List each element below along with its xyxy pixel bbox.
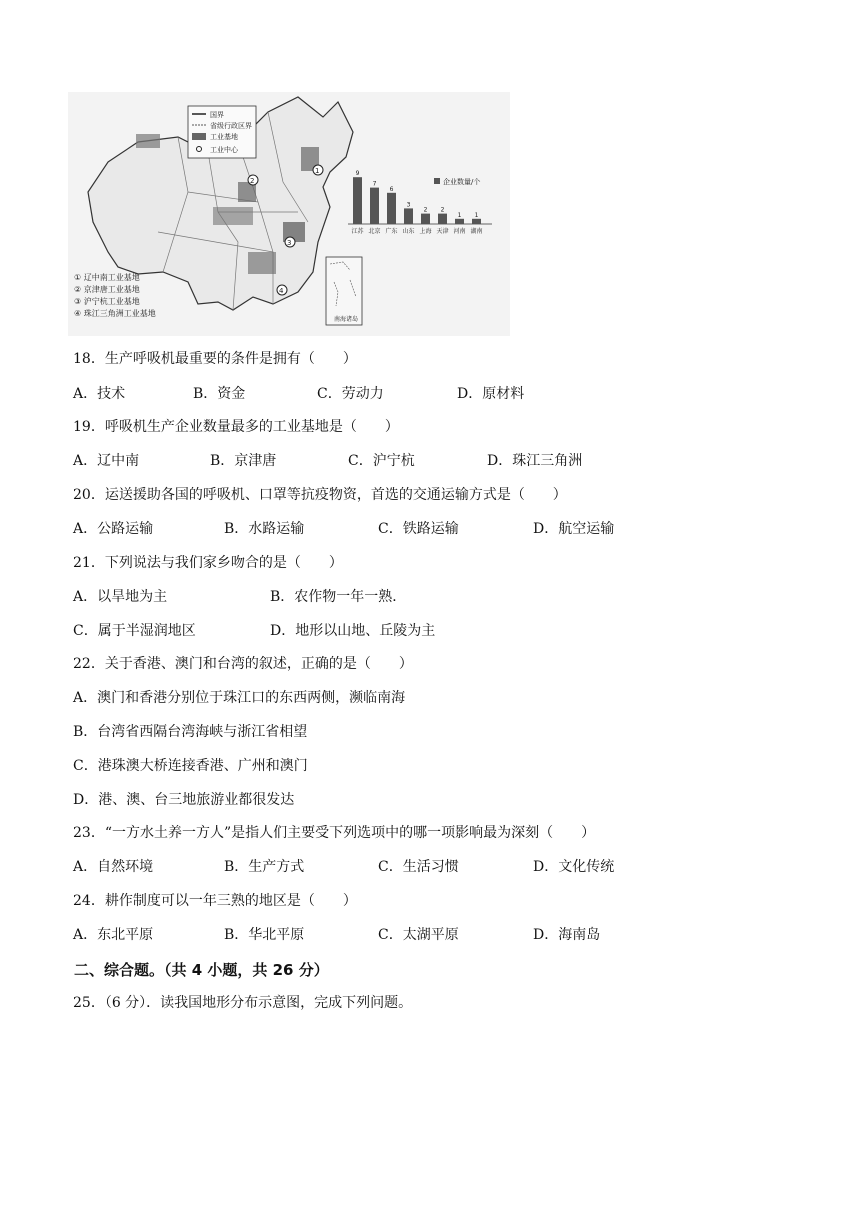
bar-value-label: 1 — [474, 211, 479, 219]
question-23-option-b[interactable]: B．生产方式 — [224, 859, 305, 875]
legend-industrial-center: 工业中心 — [210, 146, 238, 154]
question-18-option-c[interactable]: C．劳动力 — [317, 386, 384, 402]
question-20-option-d[interactable]: D．航空运输 — [533, 521, 615, 537]
question-21-option-b[interactable]: B．农作物一年一熟． — [270, 589, 407, 605]
question-20-option-b[interactable]: B．水路运输 — [224, 521, 305, 537]
inset-label: 南海诸岛 — [334, 316, 359, 323]
question-18-option-d[interactable]: D．原材料 — [457, 386, 525, 402]
base-label-3: ③ 沪宁杭工业基地 — [74, 297, 140, 306]
question-21-option-c[interactable]: C．属于半湿润地区 — [73, 623, 196, 639]
bar-河南 — [455, 219, 464, 224]
svg-text:4: 4 — [279, 287, 284, 295]
bar-湖南 — [472, 219, 481, 224]
bar-category-label: 上海 — [419, 228, 432, 235]
question-23-option-a[interactable]: A．自然环境 — [73, 859, 154, 875]
question-24-option-c[interactable]: C．太湖平原 — [378, 927, 459, 943]
question-20-option-c[interactable]: C．铁路运输 — [378, 521, 459, 537]
question-19-stem: 19．呼吸机生产企业数量最多的工业基地是（ ） — [73, 419, 399, 435]
question-21-stem: 21．下列说法与我们家乡吻合的是（ ） — [73, 555, 343, 571]
question-21-option-d[interactable]: D．地形以山地、丘陵为主 — [270, 623, 436, 639]
bar-category-label: 天津 — [436, 228, 449, 235]
question-22-option-c[interactable]: C．港珠澳大桥连接香港、广州和澳门 — [73, 758, 308, 774]
base-label-4: ④ 珠江三角洲工业基地 — [74, 309, 156, 318]
question-22-option-d[interactable]: D．港、澳、台三地旅游业都很发达 — [73, 792, 295, 808]
bar-山东 — [404, 208, 413, 224]
bar-value-label: 9 — [355, 170, 360, 178]
question-18-option-a[interactable]: A．技术 — [73, 386, 126, 402]
svg-text:2: 2 — [250, 177, 255, 185]
map-legend — [188, 106, 256, 158]
bar-category-label: 北京 — [368, 228, 381, 235]
svg-text:3: 3 — [287, 239, 292, 247]
bar-江苏 — [353, 177, 362, 224]
enterprise-bar-chart — [348, 170, 492, 235]
base-labels — [74, 272, 156, 318]
chart-legend-label: 企业数量/个 — [443, 178, 481, 186]
legend-province-border: 省级行政区界 — [210, 122, 252, 130]
bar-上海 — [421, 214, 430, 224]
question-22-stem: 22．关于香港、澳门和台湾的叙述，正确的是（ ） — [73, 656, 413, 672]
bar-天津 — [438, 214, 447, 224]
bar-category-label: 山东 — [402, 228, 415, 235]
question-18-option-b[interactable]: B．资金 — [193, 386, 246, 402]
legend-national-border: 国界 — [210, 111, 224, 119]
question-24-stem: 24．耕作制度可以一年三熟的地区是（ ） — [73, 893, 357, 909]
bar-value-label: 1 — [457, 211, 462, 219]
svg-text:1: 1 — [315, 167, 320, 175]
legend-industrial-base: 工业基地 — [210, 133, 238, 141]
question-24-option-b[interactable]: B．华北平原 — [224, 927, 305, 943]
question-19-option-a[interactable]: A．辽中南 — [73, 453, 140, 469]
china-industry-map — [68, 92, 510, 336]
bar-value-label: 7 — [372, 180, 377, 188]
bar-北京 — [370, 188, 379, 224]
question-19-option-c[interactable]: C．沪宁杭 — [348, 453, 415, 469]
question-19-option-b[interactable]: B．京津唐 — [210, 453, 277, 469]
question-22-option-a[interactable]: A．澳门和香港分别位于珠江口的东西两侧，濒临南海 — [73, 690, 406, 706]
bar-value-label: 2 — [423, 206, 428, 214]
question-23-option-c[interactable]: C．生活习惯 — [378, 859, 459, 875]
bar-category-label: 广东 — [385, 228, 398, 235]
question-24-option-a[interactable]: A．东北平原 — [73, 927, 154, 943]
question-19-option-d[interactable]: D．珠江三角洲 — [487, 453, 583, 469]
bar-value-label: 6 — [389, 185, 394, 193]
question-23-stem: 23．“一方水土养一方人”是指人们主要受下列选项中的哪一项影响最为深刻（ ） — [73, 825, 596, 841]
question-20-stem: 20．运送援助各国的呼吸机、口罩等抗疫物资，首选的交通运输方式是（ ） — [73, 487, 567, 503]
question-18-stem: 18．生产呼吸机最重要的条件是拥有（ ） — [73, 351, 357, 367]
south-china-sea-inset — [326, 257, 362, 325]
section-title: 二、综合题。（共 4 小题，共 26 分） — [74, 961, 329, 979]
question-21-option-a[interactable]: A．以旱地为主 — [73, 589, 168, 605]
bar-value-label: 3 — [406, 201, 411, 209]
bar-category-label: 湖南 — [470, 228, 483, 235]
question-24-option-d[interactable]: D．海南岛 — [533, 927, 601, 943]
bar-value-label: 2 — [440, 206, 445, 214]
bar-category-label: 江苏 — [351, 228, 364, 235]
bar-广东 — [387, 193, 396, 224]
question-20-option-a[interactable]: A．公路运输 — [73, 521, 154, 537]
question-23-option-d[interactable]: D．文化传统 — [533, 859, 615, 875]
base-label-1: ① 辽中南工业基地 — [74, 273, 140, 282]
base-label-2: ② 京津唐工业基地 — [74, 285, 140, 294]
question-25-stem: 25．（6 分）．读我国地形分布示意图，完成下列问题。 — [73, 995, 413, 1011]
map-figure — [68, 92, 510, 336]
question-22-option-b[interactable]: B．台湾省西隔台湾海峡与浙江省相望 — [73, 724, 308, 740]
bar-category-label: 河南 — [453, 228, 466, 235]
